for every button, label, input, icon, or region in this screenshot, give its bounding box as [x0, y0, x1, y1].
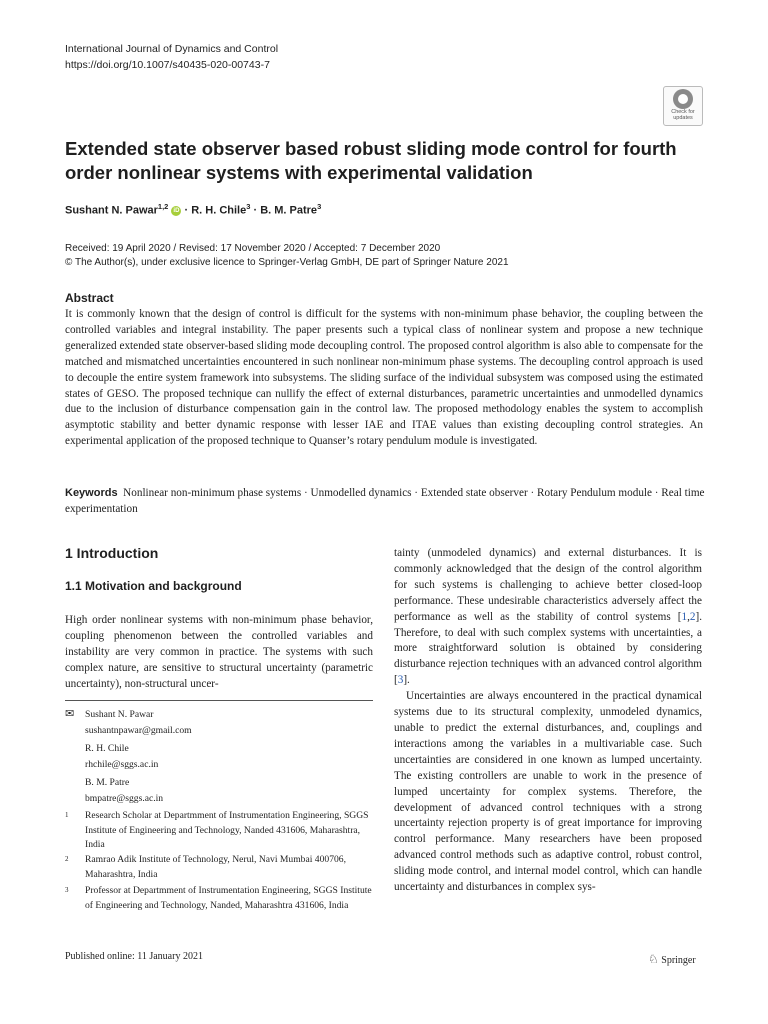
subsection-heading: 1.1 Motivation and background: [65, 579, 242, 593]
citation-link[interactable]: 3: [397, 674, 404, 687]
author-list: [65, 202, 321, 217]
contact-email[interactable]: sushantnpawar@gmail.com: [85, 724, 192, 736]
affiliation-text: Ramrao Adik Institute of Technology, Nerul, Navi Mumbai 400706, Maharashtra, India: [85, 854, 346, 880]
footnote-divider: [65, 700, 373, 701]
affiliation-text: Research Scholar at Departmment of Instrumentation Engineering, SGGS Institute of Engineering and Technology, Nanded 431606, Maharashtra, India: [85, 810, 369, 850]
author-affiliation-sup: 1,2: [157, 202, 169, 211]
publisher-name: Springer: [661, 955, 696, 966]
abstract-heading: Abstract: [65, 291, 114, 305]
check-badge-line1: Check for: [671, 109, 695, 115]
right-column: [394, 546, 702, 896]
affiliation-text: Professor at Departmment of Instrumentation Engineering, SGGS Institute of Engineering and Technology, Nanded, Maharashtra 431606, India: [85, 885, 372, 911]
journal-header: [65, 41, 278, 73]
intro-paragraph-right-2: Uncertainties are always encountered in the practical dynamical systems due to its structural complexity, unmodeled dynamics, unable to predict the external disturbances, and, couplings and interactions among the variables in a multivariable case. Such uncertainties are considered in one known as lumped uncertainty. The existing controllers are unable to work in the presence of lumped uncertainty for complex systems. Therefore, the development of advanced control techniques with a strong uncertainty rejection property is of great importance for improving control performance. Many researchers have been proposed advanced control methods such as adaptive control, robust control, sliding mode control, and internal model control, which can handle uncertainty and disturbances in complex sys-: [394, 690, 702, 894]
journal-name: International Journal of Dynamics and Control: [65, 43, 279, 55]
intro-paragraph-left: High order nonlinear systems with non-minimum phase behavior, coupling phenomenon between the controlled variables and instability are very common in practice. The systems with such complex nature, are sensitive to structural uncertainty (parametric uncertainty), non-structural uncer-: [65, 614, 373, 690]
keywords: [65, 485, 705, 517]
check-badge-line2: updates: [673, 115, 693, 121]
intro-paragraph-right-1: tainty (unmodeled dynamics) and external disturbances. It is commonly acknowledged that the design of the control algorithm for such systems is challenging to achieve better closed-loop performance. These undesirable characteristics adversely affect the performance as well as the stability of control systems [1,2]. Therefore, to deal with such complex systems with uncertainties, a more straightforward solution is obtained by considering disturbance rejection techniques with an advanced control algorithm [3].: [394, 547, 702, 687]
citation-link[interactable]: 1: [681, 610, 688, 623]
contact-name: B. M. Patre: [85, 777, 130, 788]
author-separator: ·: [184, 204, 189, 217]
contact-name: R. H. Chile: [85, 743, 129, 754]
affiliation: [65, 809, 375, 853]
author-affiliation-sup: 3: [317, 202, 322, 211]
author-name[interactable]: B. M. Patre: [260, 204, 318, 217]
copyright-line: © The Author(s), under exclusive licence to Springer-Verlag GmbH, DE part of Springer Nature 2021: [65, 256, 509, 268]
date-history: Received: 19 April 2020 / Revised: 17 November 2020 / Accepted: 7 December 2020: [65, 243, 441, 254]
keywords-text: Nonlinear non-minimum phase systems · Unmodelled dynamics · Extended state observer · Rotary Pendulum module · Real time experimentation: [65, 487, 705, 515]
publisher-logo: [648, 952, 696, 967]
author-separator: ·: [253, 204, 258, 217]
affiliation: [65, 884, 375, 913]
check-updates-icon: [673, 89, 693, 109]
check-for-updates-badge[interactable]: [663, 86, 703, 126]
contact-block: [65, 707, 375, 806]
section-heading: 1 Introduction: [65, 545, 159, 561]
springer-horse-icon: ♘: [648, 952, 659, 966]
contact-name: Sushant N. Pawar: [85, 709, 154, 720]
affiliation: [65, 853, 375, 882]
citation-link[interactable]: 2: [689, 610, 696, 623]
paper-title: Extended state observer based robust sliding mode control for fourth order nonlinear systems with experimental validation: [65, 138, 677, 183]
affiliation-number: 1: [65, 811, 69, 819]
affiliation-number: 2: [65, 855, 69, 863]
keywords-label: Keywords: [65, 487, 118, 499]
abstract-text: It is commonly known that the design of control is difficult for the systems with non-minimum phase behavior, the coupling between the controlled variables and integral instability. The paper presents such a typical class of nonlinear system and propose a new technique generalized extended state observer-based sliding mode decoupling control. The proposed control algorithm is also able to compensate for the matched and mismatched uncertainties encountered in such nonlinear non-minimum phase systems. The decoupling control approach is used to decouple the entire system framework into subsystems. The sliding surface of the individual subsystem was composed using the estimated states of GESO. The proposed technique can nullify the effect of external disturbances, parametric uncertainties and unmodelled dynamics due to the inclusion of disturbance compensation gain in the control law. The proposed methodology enables the system to accomplish asymptotic stability and better dynamic response with lesser IAE and ITAE values than existing decoupling control strategies. An experimental application of the proposed technique to Quanser’s rotary pendulum module is investigated.: [65, 308, 703, 448]
author-name[interactable]: R. H. Chile: [191, 204, 247, 217]
contact-email[interactable]: rhchile@sggs.ac.in: [85, 758, 159, 770]
envelope-icon: ✉: [65, 708, 75, 720]
author-affiliation-sup: 3: [246, 202, 251, 211]
publication-dates: [65, 242, 509, 269]
doi-link[interactable]: https://doi.org/10.1007/s40435-020-00743-7: [65, 59, 270, 71]
author-name[interactable]: Sushant N. Pawar: [65, 204, 158, 217]
published-online: Published online: 11 January 2021: [65, 951, 203, 962]
affiliation-number: 3: [65, 886, 69, 894]
orcid-icon[interactable]: iD: [173, 207, 180, 214]
contact-email[interactable]: bmpatre@sggs.ac.in: [85, 792, 164, 804]
